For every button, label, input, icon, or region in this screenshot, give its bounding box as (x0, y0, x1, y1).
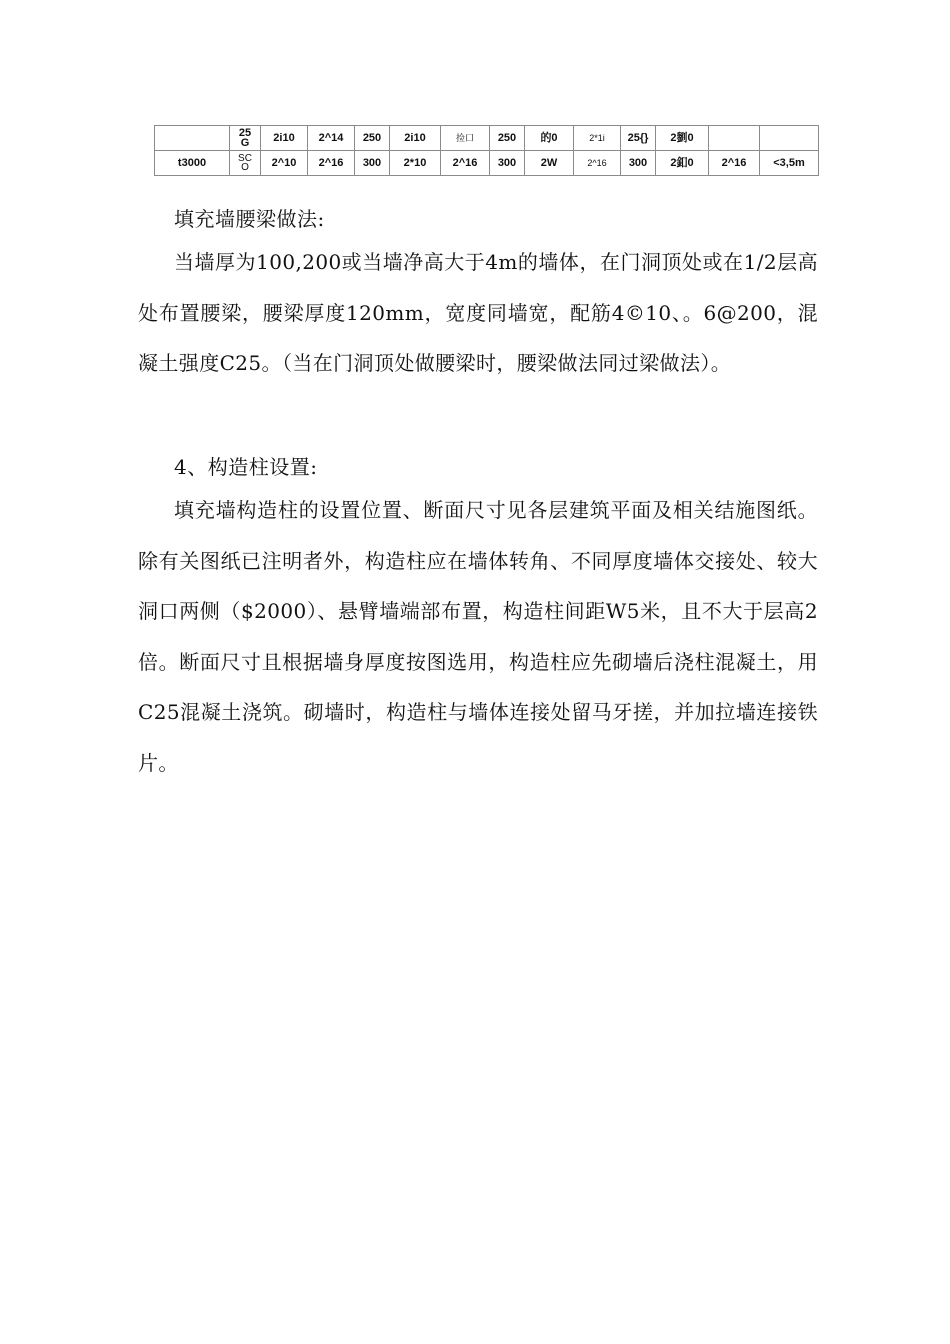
table-cell: 捡口 (441, 126, 490, 151)
table-cell (709, 126, 760, 151)
section-heading: 4、构造柱设置: (174, 455, 318, 479)
table-cell: 2*1i (574, 126, 621, 151)
table-cell: 2*10 (390, 151, 441, 176)
table-cell: 2i10 (390, 126, 441, 151)
table-cell: 25{} (621, 126, 656, 151)
table-cell: 2劉0 (656, 126, 709, 151)
section-heading: 填充墙腰梁做法: (174, 207, 325, 231)
table-cell: 300 (355, 151, 390, 176)
table-cell: 的0 (525, 126, 574, 151)
table-cell: SC O (230, 151, 261, 176)
table-cell: 2i10 (261, 126, 308, 151)
table-cell: 2^16 (574, 151, 621, 176)
table-row (155, 126, 819, 151)
table-cell (155, 126, 230, 151)
table-cell (760, 126, 819, 151)
table-cell: 2W (525, 151, 574, 176)
table-cell: 300 (490, 151, 525, 176)
body-paragraph: 填充墙构造柱的设置位置、断面尺寸见各层建筑平面及相关结施图纸。除有关图纸已注明者外，构造柱应在墙体转角、不同厚度墙体交接处、较大洞口两侧（$2000）、悬臂墙端部布置，构造柱间距W5米，且不大于层高2倍。断面尺寸且根据墙身厚度按图选用，构造柱应先砌墙后浇柱混凝土，用C25混凝土浇筑。砌墙时，构造柱与墙体连接处留马牙搓，并加拉墙连接铁片。 (138, 498, 818, 775)
table-cell: <3,5m (760, 151, 819, 176)
table-cell: 250 (490, 126, 525, 151)
table-cell: 2釦0 (656, 151, 709, 176)
table-cell: t3000 (155, 151, 230, 176)
table-cell: 2^16 (308, 151, 355, 176)
table-cell: 25 G (230, 126, 261, 151)
table-row (155, 151, 819, 176)
table-cell: 300 (621, 151, 656, 176)
body-paragraph: 当墙厚为100,200或当墙净高大于4m的墙体，在门洞顶处或在1/2层高处布置腰梁，腰梁厚度120mm，宽度同墙宽，配筋4©10、。6@200，混凝土强度C25。（当在门洞顶处做腰梁时，腰梁做法同过梁做法）。 (138, 250, 818, 375)
table-cell: 250 (355, 126, 390, 151)
table-cell: 2^16 (441, 151, 490, 176)
reinforcement-table (154, 125, 819, 176)
table-cell: 2^14 (308, 126, 355, 151)
table-cell: 2^10 (261, 151, 308, 176)
table-cell: 2^16 (709, 151, 760, 176)
